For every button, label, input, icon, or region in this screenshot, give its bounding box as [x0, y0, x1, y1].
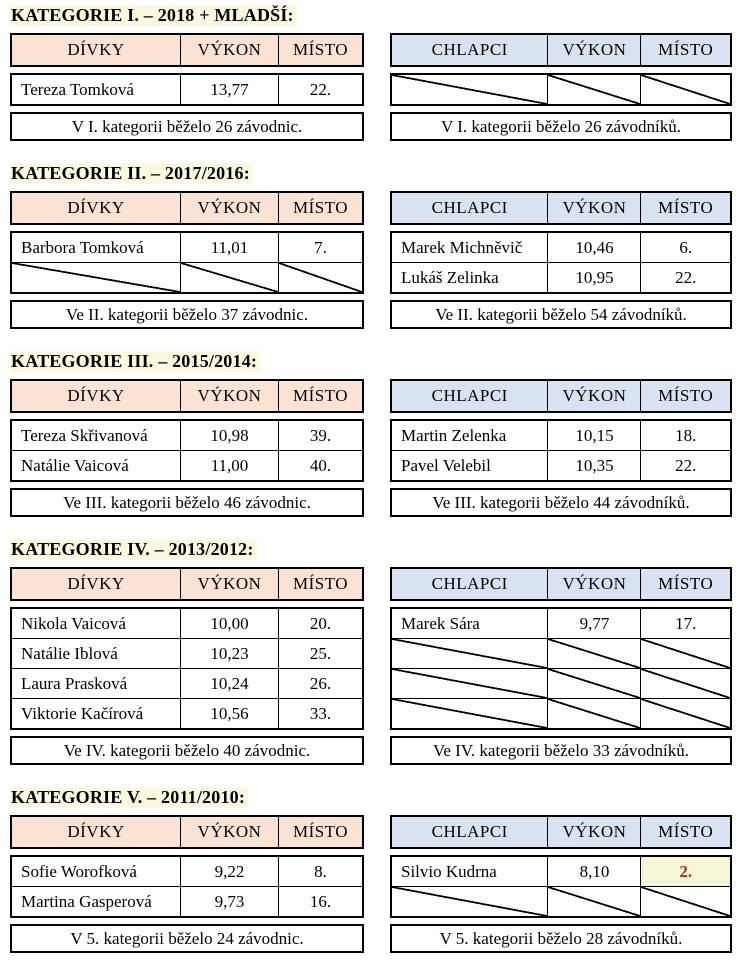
girls-participants-note: Ve II. kategorii běželo 37 závodnic.	[10, 300, 364, 329]
empty-slashed-cell	[640, 639, 730, 668]
column-header-girls: DÍVKY	[67, 386, 125, 405]
boys-participants-note: Ve II. kategorii běželo 54 závodníků.	[390, 300, 732, 329]
category-tables	[10, 567, 732, 765]
place-cell: 7.	[278, 233, 362, 262]
athlete-name-cell: Tereza Skřivanová	[21, 425, 148, 445]
table-row	[392, 609, 730, 638]
column-header-performance: VÝKON	[547, 381, 640, 411]
category-title	[10, 351, 732, 372]
girls-table-header	[10, 33, 364, 67]
column-header-girls: DÍVKY	[67, 822, 125, 841]
column-header-performance: VÝKON	[180, 569, 278, 599]
athlete-name-cell: Lukáš Zelinka	[401, 267, 499, 287]
category-tables	[10, 33, 732, 141]
table-row	[12, 450, 362, 480]
column-header-performance: VÝKON	[180, 817, 278, 847]
place-cell: 22.	[640, 451, 730, 480]
table-row	[392, 75, 730, 104]
girls-table	[10, 191, 364, 329]
boys-table-body	[390, 419, 732, 482]
girls-participants-note: Ve III. kategorii běželo 46 závodnic.	[10, 488, 364, 517]
boys-table	[390, 815, 732, 953]
category-title-text: KATEGORIE V. – 2011/2010:	[10, 787, 248, 808]
column-header-boys: CHLAPCI	[431, 822, 508, 841]
boys-table-body	[390, 855, 732, 918]
table-row	[392, 450, 730, 480]
empty-slashed-cell	[640, 699, 730, 728]
table-row	[392, 857, 730, 886]
column-header-boys: CHLAPCI	[431, 198, 508, 217]
column-header-boys: CHLAPCI	[431, 574, 508, 593]
table-row	[12, 75, 362, 104]
empty-slashed-cell	[547, 699, 640, 728]
boys-table-header	[390, 379, 732, 413]
girls-table-header	[10, 191, 364, 225]
girls-table	[10, 815, 364, 953]
table-row	[12, 668, 362, 698]
place-cell: 8.	[278, 857, 362, 886]
girls-table-body	[10, 73, 364, 106]
performance-cell: 10,98	[180, 421, 278, 450]
column-header-place: MÍSTO	[278, 193, 362, 223]
table-row	[392, 262, 730, 292]
column-header-girls: DÍVKY	[67, 574, 125, 593]
table-row	[392, 638, 730, 668]
place-cell: 39.	[278, 421, 362, 450]
table-row	[12, 609, 362, 638]
boys-table-header	[390, 567, 732, 601]
empty-slashed-cell	[547, 639, 640, 668]
column-header-performance: VÝKON	[180, 193, 278, 223]
place-cell: 17.	[640, 609, 730, 638]
athlete-name-cell: Pavel Velebil	[401, 455, 491, 475]
column-header-girls: DÍVKY	[67, 40, 125, 59]
place-cell: 25.	[278, 639, 362, 668]
girls-participants-note: V 5. kategorii běželo 24 závodnic.	[10, 924, 364, 953]
performance-cell: 9,77	[547, 609, 640, 638]
column-header-performance: VÝKON	[547, 569, 640, 599]
boys-table	[390, 567, 732, 765]
girls-table-body	[10, 419, 364, 482]
empty-slashed-cell	[180, 263, 278, 292]
athlete-name-cell: Martina Gasperová	[21, 891, 152, 911]
boys-table-header	[390, 815, 732, 849]
empty-slashed-cell	[392, 75, 547, 104]
place-cell: 16.	[278, 887, 362, 916]
girls-table-header	[10, 379, 364, 413]
empty-slashed-cell	[547, 887, 640, 916]
performance-cell: 10,23	[180, 639, 278, 668]
column-header-performance: VÝKON	[180, 35, 278, 65]
performance-cell: 10,35	[547, 451, 640, 480]
athlete-name-cell: Barbora Tomková	[21, 237, 144, 257]
performance-cell: 10,24	[180, 669, 278, 698]
girls-table-body	[10, 855, 364, 918]
table-row	[392, 698, 730, 728]
category-section	[10, 163, 732, 329]
athlete-name-cell: Silvio Kudrna	[401, 861, 497, 881]
performance-cell: 8,10	[547, 857, 640, 886]
athlete-name-cell: Tereza Tomková	[21, 79, 134, 99]
empty-slashed-cell	[547, 669, 640, 698]
athlete-name-cell: Natálie Iblová	[21, 643, 118, 663]
performance-cell: 10,00	[180, 609, 278, 638]
category-title	[10, 163, 732, 184]
boys-table-body	[390, 73, 732, 106]
column-header-girls: DÍVKY	[67, 198, 125, 217]
column-header-performance: VÝKON	[547, 35, 640, 65]
column-header-place: MÍSTO	[278, 35, 362, 65]
column-header-place: MÍSTO	[640, 817, 730, 847]
table-row	[392, 886, 730, 916]
empty-slashed-cell	[392, 887, 547, 916]
boys-table	[390, 191, 732, 329]
category-section	[10, 539, 732, 765]
empty-slashed-cell	[392, 669, 547, 698]
girls-table	[10, 33, 364, 141]
performance-cell: 9,73	[180, 887, 278, 916]
column-header-place: MÍSTO	[640, 193, 730, 223]
column-header-place: MÍSTO	[640, 569, 730, 599]
performance-cell: 10,46	[547, 233, 640, 262]
column-header-performance: VÝKON	[180, 381, 278, 411]
performance-cell: 9,22	[180, 857, 278, 886]
girls-table	[10, 567, 364, 765]
boys-participants-note: Ve III. kategorii běželo 44 závodníků.	[390, 488, 732, 517]
athlete-name-cell: Viktorie Kačírová	[21, 703, 144, 723]
empty-slashed-cell	[640, 887, 730, 916]
place-cell: 18.	[640, 421, 730, 450]
boys-participants-note: V I. kategorii běželo 26 závodníků.	[390, 112, 732, 141]
athlete-name-cell: Marek Michněvič	[401, 237, 523, 257]
athlete-name-cell: Sofie Worofková	[21, 861, 137, 881]
performance-cell: 10,56	[180, 699, 278, 728]
performance-cell: 11,01	[180, 233, 278, 262]
athlete-name-cell: Natálie Vaicová	[21, 455, 129, 475]
category-tables	[10, 379, 732, 517]
girls-table-header	[10, 815, 364, 849]
empty-slashed-cell	[12, 263, 180, 292]
column-header-performance: VÝKON	[547, 193, 640, 223]
empty-slashed-cell	[392, 639, 547, 668]
empty-slashed-cell	[640, 75, 730, 104]
empty-slashed-cell	[547, 75, 640, 104]
category-title-text: KATEGORIE I. – 2018 + MLADŠÍ:	[10, 5, 297, 26]
category-title	[10, 787, 732, 808]
girls-participants-note: Ve IV. kategorii běželo 40 závodnic.	[10, 736, 364, 765]
performance-cell: 13,77	[180, 75, 278, 104]
empty-slashed-cell	[278, 263, 362, 292]
performance-cell: 10,15	[547, 421, 640, 450]
boys-table-body	[390, 607, 732, 730]
boys-table-header	[390, 191, 732, 225]
category-title-text: KATEGORIE IV. – 2013/2012:	[10, 539, 257, 560]
place-cell: 20.	[278, 609, 362, 638]
table-row	[12, 233, 362, 262]
performance-cell: 11,00	[180, 451, 278, 480]
athlete-name-cell: Marek Sára	[401, 613, 480, 633]
place-cell: 22.	[640, 263, 730, 292]
place-cell: 26.	[278, 669, 362, 698]
column-header-place: MÍSTO	[278, 569, 362, 599]
boys-table	[390, 379, 732, 517]
place-cell: 33.	[278, 699, 362, 728]
column-header-place: MÍSTO	[640, 381, 730, 411]
boys-participants-note: V 5. kategorii běželo 28 závodníků.	[390, 924, 732, 953]
category-title	[10, 5, 732, 26]
table-row	[12, 886, 362, 916]
category-tables	[10, 191, 732, 329]
place-cell: 6.	[640, 233, 730, 262]
column-header-place: MÍSTO	[640, 35, 730, 65]
category-title-text: KATEGORIE II. – 2017/2016:	[10, 163, 253, 184]
table-row	[12, 698, 362, 728]
table-row	[392, 233, 730, 262]
column-header-boys: CHLAPCI	[431, 40, 508, 59]
place-cell: 22.	[278, 75, 362, 104]
boys-table	[390, 33, 732, 141]
athlete-name-cell: Martin Zelenka	[401, 425, 507, 445]
category-section	[10, 787, 732, 953]
table-row	[12, 638, 362, 668]
table-row	[392, 421, 730, 450]
column-header-boys: CHLAPCI	[431, 386, 508, 405]
girls-table-body	[10, 607, 364, 730]
table-row	[12, 857, 362, 886]
column-header-place: MÍSTO	[278, 817, 362, 847]
column-header-performance: VÝKON	[547, 817, 640, 847]
table-row	[12, 421, 362, 450]
column-header-place: MÍSTO	[278, 381, 362, 411]
girls-table-body	[10, 231, 364, 294]
empty-slashed-cell	[392, 699, 547, 728]
boys-table-body	[390, 231, 732, 294]
category-section	[10, 351, 732, 517]
category-tables	[10, 815, 732, 953]
athlete-name-cell: Nikola Vaicová	[21, 613, 126, 633]
category-title-text: KATEGORIE III. – 2015/2014:	[10, 351, 260, 372]
boys-table-header	[390, 33, 732, 67]
performance-cell: 10,95	[547, 263, 640, 292]
table-row	[12, 262, 362, 292]
athlete-name-cell: Laura Prasková	[21, 673, 128, 693]
table-row	[392, 668, 730, 698]
girls-participants-note: V I. kategorii běželo 26 závodnic.	[10, 112, 364, 141]
place-cell: 2.	[640, 857, 730, 886]
girls-table-header	[10, 567, 364, 601]
place-cell: 40.	[278, 451, 362, 480]
boys-participants-note: Ve IV. kategorii běželo 33 závodníků.	[390, 736, 732, 765]
empty-slashed-cell	[640, 669, 730, 698]
category-section	[10, 5, 732, 141]
girls-table	[10, 379, 364, 517]
category-title	[10, 539, 732, 560]
